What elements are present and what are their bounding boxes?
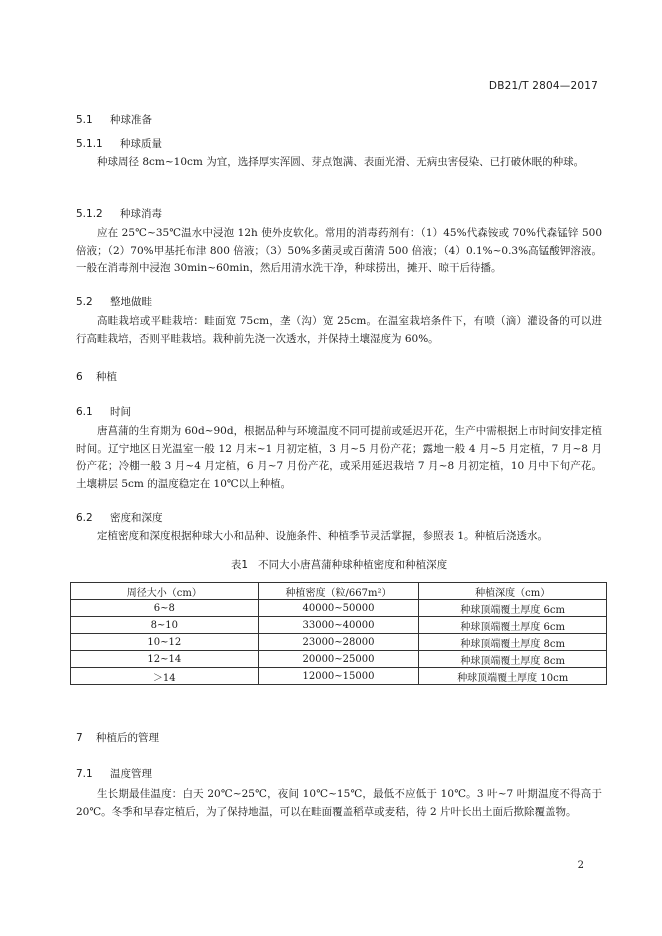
- heading-6-2: [76, 510, 163, 525]
- table-row: [71, 634, 607, 651]
- table-caption-number: 表1: [230, 559, 249, 571]
- table-cell: 10~12: [71, 634, 259, 651]
- table-cell: 种球顶端覆土厚度 8cm: [419, 634, 607, 651]
- paragraph-5-1-1: 种球周径 8cm~10cm 为宜，选择厚实浑圆、芽点饱满、表面光滑、无病虫害侵染、已打破休眠的种球。: [97, 156, 585, 168]
- heading-number: 6.1: [76, 406, 93, 418]
- heading-7-1: [76, 766, 152, 781]
- table-header-cell: 种植密度（粒/667m²）: [258, 583, 419, 600]
- heading-number: 5.1: [76, 114, 93, 126]
- heading-5-1-1: [76, 136, 162, 151]
- table-cell: 12000~15000: [258, 668, 419, 685]
- heading-number: 6: [76, 371, 83, 383]
- table-caption-title: 不同大小唐菖蒲种球种植密度和种植深度: [258, 559, 448, 571]
- heading-title: 种球消毒: [120, 208, 162, 220]
- heading-number: 7.1: [76, 768, 93, 780]
- paragraph-5-2: 高畦栽培或平畦栽培：畦面宽 75cm，垄（沟）宽 25cm。在温室栽培条件下，有喷（滴）灌设备的可以进行高畦栽培，否则平畦栽培。栽种前先浇一次透水，并保持土壤湿度为 60%。: [76, 315, 602, 345]
- table-cell: 种球顶端覆土厚度 6cm: [419, 600, 607, 617]
- planting-density-table: [70, 582, 607, 685]
- paragraph-7-1: 生长期最佳温度：白天 20℃~25℃，夜间 10℃~15℃，最低不应低于 10℃。3 叶~7 叶期温度不得高于 20℃。冬季和早春定植后，为了保持地温，可以在畦面覆盖稻草或麦秸，待 2 片叶长出土面后揿除覆盖物。: [76, 788, 602, 818]
- heading-title: 种植: [96, 371, 117, 383]
- table-row: [71, 600, 607, 617]
- heading-title: 种植后的管理: [96, 732, 159, 744]
- table-header-cell: 种植深度（cm）: [419, 583, 607, 600]
- table-cell: 12~14: [71, 651, 259, 668]
- paragraph-6-1: 唐菖蒲的生育期为 60d~90d，根据品种与环境温度不同可提前或延迟开花，生产中需根据上市时间安排定植时间。辽宁地区日光温室一般 12 月末~1 月初定植，3 月~5 月份产花；露地一般 4 月~5 月定植，7 月~8 月份产花；冷棚一般 3 月~4 月定植，6 月~7 月份产花，或采用延迟栽培 7 月~8 月初定植，10 月中下旬产花。土壤耕层 5cm 的温度稳定在 10℃以上种植。: [76, 425, 602, 490]
- heading-number: 5.2: [76, 296, 93, 308]
- heading-5-1-2: [76, 206, 162, 221]
- heading-number: 5.1.2: [76, 208, 103, 220]
- table-cell: 33000~40000: [258, 617, 419, 634]
- table-cell: ＞14: [71, 668, 259, 685]
- heading-number: 6.2: [76, 512, 93, 524]
- table-cell: 20000~25000: [258, 651, 419, 668]
- heading-7: [76, 730, 159, 745]
- heading-title: 种球准备: [110, 114, 152, 126]
- heading-title: 密度和深度: [110, 512, 163, 524]
- table-row: [71, 651, 607, 668]
- table-cell: 种球顶端覆土厚度 10cm: [419, 668, 607, 685]
- table-header-cell: 周径大小（cm）: [71, 583, 259, 600]
- heading-5-2: [76, 294, 152, 309]
- table-cell: 种球顶端覆土厚度 8cm: [419, 651, 607, 668]
- table-cell: 6~8: [71, 600, 259, 617]
- table-caption: [76, 557, 602, 572]
- heading-6-1: [76, 404, 131, 419]
- heading-number: 7: [76, 732, 83, 744]
- document-code: DB21/T 2804—2017: [488, 80, 598, 92]
- table-cell: 23000~28000: [258, 634, 419, 651]
- heading-title: 种球质量: [120, 138, 162, 150]
- heading-5-1: [76, 112, 152, 127]
- page-number: 2: [577, 860, 584, 871]
- table-header-row: [71, 583, 607, 600]
- heading-title: 整地做畦: [110, 296, 152, 308]
- table-row: [71, 617, 607, 634]
- heading-6: [76, 369, 117, 384]
- paragraph-6-2: 定植密度和深度根据种球大小和品种、设施条件、种植季节灵活掌握，参照表 1。种植后浇透水。: [97, 530, 549, 542]
- table-cell: 8~10: [71, 617, 259, 634]
- table-row: [71, 668, 607, 685]
- paragraph-5-1-2: 应在 25℃~35℃温水中浸泡 12h 使外皮软化。常用的消毒药剂有：（1）45%代森铵或 70%代森锰锌 500 倍液；（2）70%甲基托布津 800 倍液；（3）50%多菌灵或百菌清 500 倍液；（4）0.1%~0.3%高锰酸钾溶液。一般在消毒剂中浸泡 30min~60min，然后用清水洗干净，种球捞出，摊开、晾干后待播。: [76, 227, 602, 274]
- heading-title: 时间: [110, 406, 131, 418]
- heading-number: 5.1.1: [76, 138, 103, 150]
- table-cell: 种球顶端覆土厚度 6cm: [419, 617, 607, 634]
- table-cell: 40000~50000: [258, 600, 419, 617]
- heading-title: 温度管理: [110, 768, 152, 780]
